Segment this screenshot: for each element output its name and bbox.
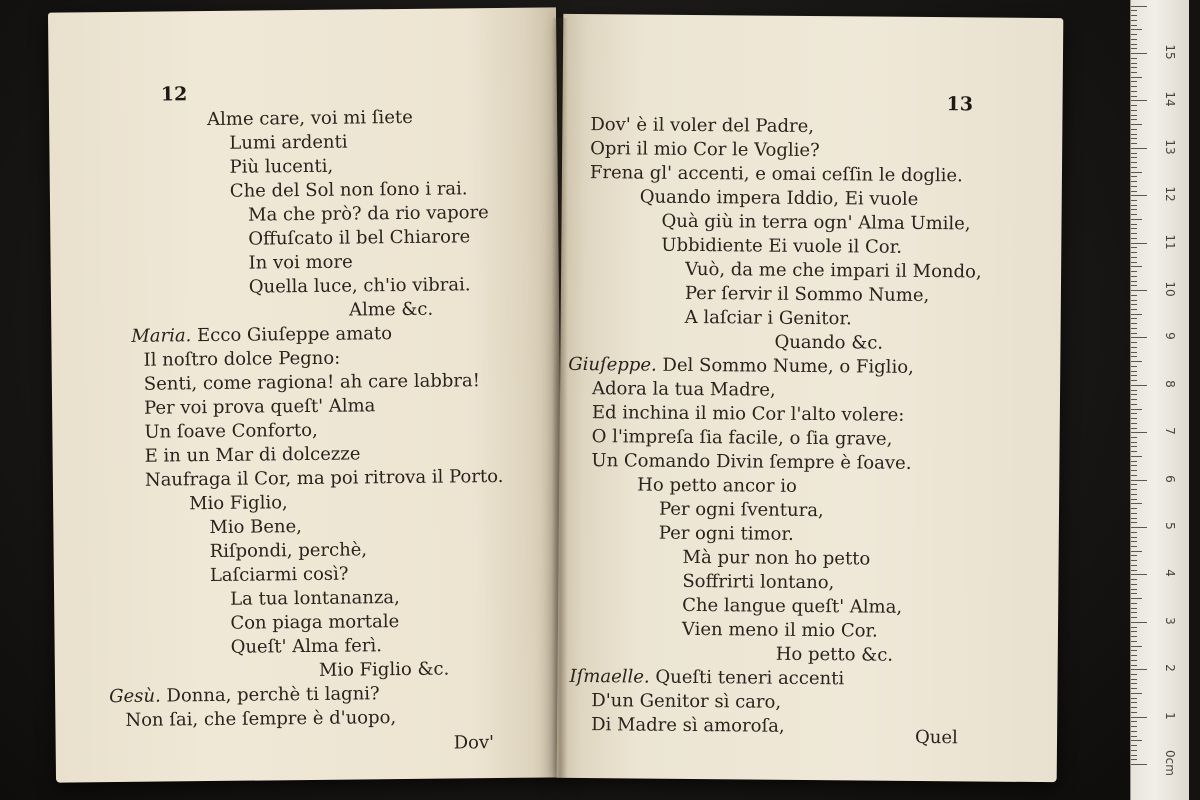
ruler-tick bbox=[1131, 570, 1137, 571]
ruler-label: 8 bbox=[1163, 379, 1177, 388]
ruler-tick bbox=[1131, 48, 1137, 49]
verse-line: In voi more bbox=[248, 251, 353, 274]
ruler-tick bbox=[1131, 451, 1137, 452]
ruler-tick bbox=[1131, 731, 1137, 732]
ruler-tick bbox=[1131, 129, 1137, 130]
ruler-tick bbox=[1131, 650, 1137, 651]
verse-line: Di Madre sì amoroſa, bbox=[591, 714, 785, 737]
verse-line: Quando impera Iddio, Ei vuole bbox=[639, 186, 919, 210]
ruler-tick bbox=[1131, 679, 1137, 680]
speaker-name: Maria. bbox=[131, 325, 192, 347]
ruler-tick bbox=[1131, 200, 1137, 201]
verse-line: Mà pur non ho petto bbox=[682, 546, 871, 570]
ruler-tick bbox=[1131, 81, 1137, 82]
measuring-ruler bbox=[1130, 0, 1189, 800]
ruler-tick bbox=[1131, 508, 1137, 509]
ruler-tick bbox=[1131, 480, 1147, 481]
ruler-tick bbox=[1131, 219, 1142, 220]
ruler-label: 13 bbox=[1163, 139, 1177, 155]
left-page bbox=[48, 7, 564, 782]
verse-line: Soffrirti lontano, bbox=[682, 570, 835, 594]
refrain-cue: Alme &c. bbox=[349, 298, 434, 321]
ruler-tick bbox=[1131, 579, 1137, 580]
verse-line: Laſciarmi così? bbox=[209, 563, 349, 587]
ruler-tick bbox=[1131, 608, 1137, 609]
ruler-tick bbox=[1131, 77, 1142, 78]
ruler-label: 10 bbox=[1163, 281, 1177, 297]
ruler-tick bbox=[1131, 195, 1147, 196]
ruler-tick bbox=[1131, 665, 1137, 666]
ruler-tick bbox=[1131, 148, 1147, 149]
ruler-tick bbox=[1131, 300, 1137, 301]
ruler-tick bbox=[1131, 6, 1147, 7]
ruler-tick bbox=[1131, 186, 1137, 187]
verse-line: Più lucenti, bbox=[229, 155, 334, 178]
ruler-tick bbox=[1131, 584, 1137, 585]
ruler-tick bbox=[1131, 432, 1147, 433]
ruler-tick bbox=[1131, 100, 1147, 101]
ruler-tick bbox=[1131, 461, 1137, 462]
ruler-label: 6 bbox=[1163, 474, 1177, 483]
speaker-line bbox=[569, 666, 844, 690]
ruler-tick bbox=[1131, 717, 1147, 718]
ruler-tick bbox=[1131, 745, 1137, 746]
ruler-tick bbox=[1131, 361, 1142, 362]
ruler-tick bbox=[1131, 209, 1137, 210]
ruler-tick bbox=[1131, 96, 1137, 97]
ruler-tick bbox=[1131, 247, 1137, 248]
ruler-tick bbox=[1131, 503, 1142, 504]
ruler-tick bbox=[1131, 252, 1137, 253]
verse-line: Ma che prò? da rio vapore bbox=[248, 202, 489, 226]
ruler-tick bbox=[1131, 191, 1137, 192]
ruler-tick bbox=[1131, 674, 1137, 675]
ruler-tick bbox=[1131, 371, 1137, 372]
ruler-tick bbox=[1131, 622, 1147, 623]
ruler-tick bbox=[1131, 541, 1137, 542]
verse-line: Per voi prova queſt' Alma bbox=[144, 395, 376, 419]
ruler-tick bbox=[1131, 428, 1137, 429]
ruler-tick bbox=[1131, 333, 1137, 334]
ruler-tick bbox=[1131, 404, 1137, 405]
ruler-label: 12 bbox=[1163, 186, 1177, 202]
ruler-tick bbox=[1131, 309, 1137, 310]
ruler-tick bbox=[1131, 702, 1137, 703]
ruler-tick bbox=[1131, 266, 1142, 267]
ruler-tick bbox=[1131, 238, 1137, 239]
right-page bbox=[557, 14, 1064, 782]
verse-line: Naufraga il Cor, ma poi ritrova il Porto. bbox=[144, 465, 504, 491]
ruler-tick bbox=[1131, 688, 1137, 689]
ruler-tick bbox=[1131, 470, 1137, 471]
verse-line: Frena gl' accenti, e omai ceſſin le doglie. bbox=[589, 162, 963, 187]
ruler-tick bbox=[1131, 380, 1137, 381]
ruler-tick bbox=[1131, 413, 1137, 414]
ruler-tick bbox=[1131, 631, 1137, 632]
verse-line: Lumi ardenti bbox=[229, 131, 348, 154]
verse-line: Che del Sol non ſono i rai. bbox=[229, 178, 468, 202]
ruler-tick bbox=[1131, 157, 1137, 158]
ruler-tick bbox=[1131, 612, 1137, 613]
ruler-tick bbox=[1131, 423, 1137, 424]
verse-line: Queſt' Alma ferì. bbox=[230, 635, 382, 658]
ruler-tick bbox=[1131, 143, 1137, 144]
ruler-tick bbox=[1131, 494, 1137, 495]
ruler-tick bbox=[1131, 34, 1137, 35]
ruler-tick bbox=[1131, 233, 1137, 234]
verse-line: Con piaga mortale bbox=[230, 611, 400, 634]
verse-line: Ho petto ancor io bbox=[637, 474, 797, 497]
ruler-tick bbox=[1131, 105, 1137, 106]
ruler-tick bbox=[1131, 271, 1137, 272]
ruler-label: 4 bbox=[1163, 569, 1177, 578]
ruler-tick bbox=[1131, 560, 1137, 561]
ruler-tick bbox=[1131, 518, 1137, 519]
ruler-tick bbox=[1131, 304, 1137, 305]
ruler-tick bbox=[1131, 375, 1137, 376]
ruler-tick bbox=[1131, 214, 1137, 215]
ruler-tick bbox=[1131, 67, 1137, 68]
ruler-tick bbox=[1131, 262, 1137, 263]
verse-text: Queſti teneri accenti bbox=[655, 666, 845, 690]
ruler-label: 11 bbox=[1163, 233, 1177, 250]
ruler-tick bbox=[1131, 15, 1137, 16]
ruler-tick bbox=[1131, 153, 1137, 154]
ruler-tick bbox=[1131, 20, 1137, 21]
ruler-tick bbox=[1131, 646, 1142, 647]
verse-line: Senti, come ragiona! ah care labbra! bbox=[143, 370, 481, 395]
ruler-tick bbox=[1131, 134, 1137, 135]
ruler-tick bbox=[1131, 598, 1142, 599]
verse-line: Per ſervir il Sommo Nume, bbox=[684, 282, 930, 307]
verse-line: Opri il mio Cor le Voglie? bbox=[590, 138, 820, 162]
ruler-label: 14 bbox=[1163, 91, 1177, 108]
ruler-tick bbox=[1131, 10, 1137, 11]
verse-line: Offuſcato il bel Chiarore bbox=[248, 226, 471, 250]
verse-line: Dov' è il voler del Padre, bbox=[590, 114, 815, 138]
ruler-tick bbox=[1131, 63, 1137, 64]
ruler-tick bbox=[1131, 736, 1137, 737]
ruler-tick bbox=[1131, 698, 1137, 699]
verse-line: Adora la tua Madre, bbox=[591, 378, 776, 401]
ruler-tick bbox=[1131, 555, 1137, 556]
ruler-tick bbox=[1131, 759, 1137, 760]
ruler-tick bbox=[1131, 352, 1137, 353]
ruler-tick bbox=[1131, 617, 1137, 618]
ruler-tick bbox=[1131, 636, 1137, 637]
verse-line: Vuò, da me che impari il Mondo, bbox=[685, 258, 982, 283]
ruler-tick bbox=[1131, 124, 1142, 125]
ruler-tick bbox=[1131, 366, 1137, 367]
ruler-tick bbox=[1131, 437, 1137, 438]
ruler-tick bbox=[1131, 627, 1137, 628]
ruler-tick bbox=[1131, 44, 1137, 45]
verse-line: O l'impreſa ſia facile, o ſia grave, bbox=[591, 426, 893, 450]
ruler-tick bbox=[1131, 172, 1142, 173]
ruler-tick bbox=[1131, 205, 1137, 206]
ruler-tick bbox=[1131, 228, 1137, 229]
ruler-tick bbox=[1131, 499, 1137, 500]
verse-line: Un ſoave Conforto, bbox=[144, 419, 318, 443]
ruler-tick bbox=[1131, 475, 1137, 476]
ruler-tick bbox=[1131, 86, 1137, 87]
ruler-tick bbox=[1131, 394, 1137, 395]
ruler-tick bbox=[1131, 314, 1142, 315]
ruler-tick bbox=[1131, 58, 1137, 59]
ruler-tick bbox=[1131, 356, 1137, 357]
verse-line: Riſpondi, perchè, bbox=[209, 539, 368, 563]
verse-line: Che langue queſt' Alma, bbox=[682, 594, 903, 618]
ruler-label: 0cm bbox=[1163, 750, 1177, 776]
ruler-tick bbox=[1131, 167, 1137, 168]
ruler-tick bbox=[1131, 712, 1137, 713]
ruler-tick bbox=[1131, 342, 1137, 343]
ruler-tick bbox=[1131, 740, 1142, 741]
ruler-tick bbox=[1131, 484, 1137, 485]
verse-text: Del Sommo Nume, o Figlio, bbox=[662, 354, 914, 378]
verse-line: Per ogni ſventura, bbox=[658, 498, 824, 522]
speaker-name: Gesù. bbox=[109, 685, 161, 708]
verse-text: Donna, perchè ti lagni? bbox=[166, 683, 380, 707]
ruler-tick bbox=[1131, 323, 1137, 324]
ruler-tick bbox=[1131, 318, 1137, 319]
ruler-tick bbox=[1131, 295, 1137, 296]
verse-line: Ubbidiente Ei vuole il Cor. bbox=[661, 234, 903, 258]
ruler-tick bbox=[1131, 456, 1142, 457]
verse-line: Non ſai, che ſempre è d'uopo, bbox=[125, 707, 397, 731]
ruler-tick bbox=[1131, 589, 1137, 590]
ruler-tick bbox=[1131, 281, 1137, 282]
verse-line: Un Comando Divin ſempre è ſoave. bbox=[591, 450, 912, 474]
verse-line: Quà giù in terra ogn' Alma Umile, bbox=[661, 210, 971, 235]
ruler-tick bbox=[1131, 138, 1137, 139]
ruler-label: 15 bbox=[1163, 44, 1177, 60]
ruler-tick bbox=[1131, 660, 1137, 661]
ruler-tick bbox=[1131, 551, 1142, 552]
verse-text: Ecco Giuſeppe amato bbox=[196, 323, 393, 347]
verse-line: La tua lontananza, bbox=[230, 587, 400, 610]
ruler-tick bbox=[1131, 726, 1137, 727]
ruler-tick bbox=[1131, 328, 1137, 329]
ruler-tick bbox=[1131, 755, 1137, 756]
ruler-tick bbox=[1131, 442, 1137, 443]
ruler-tick bbox=[1131, 119, 1137, 120]
speaker-line bbox=[568, 354, 914, 379]
ruler-tick bbox=[1131, 603, 1137, 604]
ruler-tick bbox=[1131, 385, 1147, 386]
ruler-tick bbox=[1131, 337, 1147, 338]
ruler-tick bbox=[1131, 243, 1147, 244]
refrain-cue: Mio Figlio &c. bbox=[318, 658, 450, 681]
verse-line: A laſciar i Genitor. bbox=[684, 306, 852, 330]
ruler-tick bbox=[1131, 347, 1137, 348]
catchword: Quel bbox=[914, 726, 958, 749]
ruler-tick bbox=[1131, 29, 1142, 30]
verse-line: Ed inchina il mio Cor l'alto volere: bbox=[591, 402, 905, 426]
ruler-tick bbox=[1131, 655, 1137, 656]
catchword: Dov' bbox=[453, 732, 495, 754]
page-number: 13 bbox=[946, 93, 974, 116]
ruler-tick bbox=[1131, 53, 1147, 54]
verse-line: Mio Figlio, bbox=[189, 492, 288, 515]
ruler-tick bbox=[1131, 39, 1137, 40]
verse-line: E in un Mar di dolcezze bbox=[144, 443, 361, 467]
ruler-tick bbox=[1131, 176, 1137, 177]
ruler-tick bbox=[1131, 418, 1137, 419]
ruler-tick bbox=[1131, 527, 1147, 528]
ruler-tick bbox=[1131, 181, 1137, 182]
ruler-tick bbox=[1131, 537, 1137, 538]
ruler-tick bbox=[1131, 285, 1137, 286]
ruler-tick bbox=[1131, 115, 1137, 116]
speaker-name: Iſmaelle. bbox=[569, 665, 650, 688]
ruler-tick bbox=[1131, 593, 1137, 594]
ruler-tick bbox=[1131, 224, 1137, 225]
speaker-name: Giuſeppe. bbox=[568, 353, 657, 376]
ruler-tick bbox=[1131, 399, 1137, 400]
verse-line: D'un Genitor sì caro, bbox=[591, 690, 782, 713]
speaker-line bbox=[131, 323, 392, 348]
ruler-tick bbox=[1131, 669, 1147, 670]
verse-line: Quella luce, ch'io vibrai. bbox=[248, 274, 471, 298]
ruler-tick bbox=[1131, 574, 1147, 575]
page-number: 12 bbox=[160, 83, 188, 106]
ruler-label: 1 bbox=[1163, 711, 1177, 720]
refrain-cue: Ho petto &c. bbox=[775, 643, 894, 666]
ruler-tick bbox=[1131, 546, 1137, 547]
ruler-tick bbox=[1131, 290, 1147, 291]
speaker-line bbox=[109, 683, 380, 708]
ruler-tick bbox=[1131, 641, 1137, 642]
ruler-tick bbox=[1131, 532, 1137, 533]
ruler-tick bbox=[1131, 764, 1147, 765]
verse-line: Il noſtro dolce Pegno: bbox=[143, 347, 341, 371]
ruler-tick bbox=[1131, 162, 1137, 163]
verse-line: Vien meno il mio Cor. bbox=[681, 618, 878, 642]
ruler-label: 7 bbox=[1163, 427, 1177, 435]
ruler-label: 2 bbox=[1163, 664, 1177, 672]
ruler-label: 9 bbox=[1163, 332, 1177, 341]
ruler-tick bbox=[1131, 72, 1137, 73]
ruler-tick bbox=[1131, 513, 1137, 514]
ruler-tick bbox=[1131, 446, 1137, 447]
ruler-tick bbox=[1131, 683, 1137, 684]
ruler-tick bbox=[1131, 390, 1137, 391]
refrain-cue: Quando &c. bbox=[774, 331, 884, 354]
ruler-tick bbox=[1131, 409, 1142, 410]
ruler-label: 3 bbox=[1163, 616, 1177, 625]
ruler-tick bbox=[1131, 465, 1137, 466]
verse-line: Mio Bene, bbox=[209, 516, 303, 539]
ruler-tick bbox=[1131, 25, 1137, 26]
ruler-tick bbox=[1131, 110, 1137, 111]
ruler-tick bbox=[1131, 522, 1137, 523]
ruler-tick bbox=[1131, 693, 1142, 694]
ruler-label: 5 bbox=[1163, 522, 1177, 530]
ruler-tick bbox=[1131, 565, 1137, 566]
ruler-tick bbox=[1131, 750, 1137, 751]
ruler-tick bbox=[1131, 276, 1137, 277]
ruler-tick bbox=[1131, 707, 1137, 708]
ruler-tick bbox=[1131, 91, 1137, 92]
verse-line: Alme care, voi mi ſiete bbox=[206, 106, 413, 131]
ruler-tick bbox=[1131, 257, 1137, 258]
ruler-tick bbox=[1131, 721, 1137, 722]
ruler-tick bbox=[1131, 489, 1137, 490]
verse-line: Per ogni timor. bbox=[658, 522, 794, 545]
